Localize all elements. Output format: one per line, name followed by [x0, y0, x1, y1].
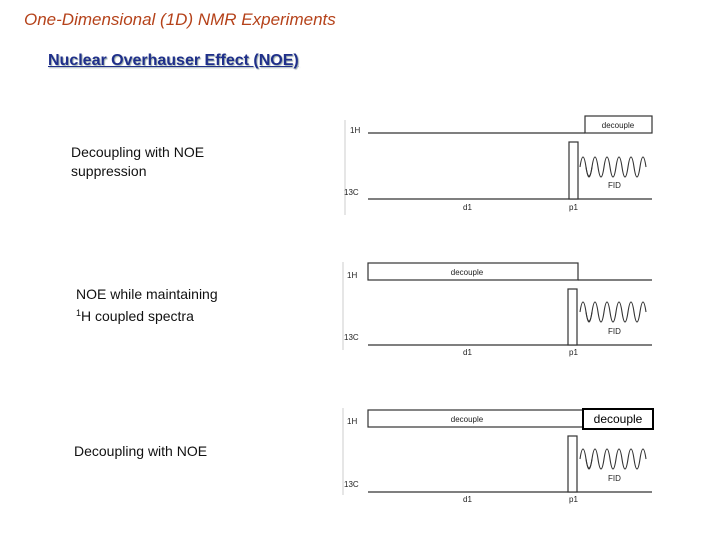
pulse-p1 [568, 289, 577, 345]
fid-signal [580, 302, 646, 322]
decouple-label: decouple [450, 415, 484, 424]
fid-signal [580, 157, 646, 177]
d1-label: d1 [463, 203, 472, 212]
pulse-sequence-1 [344, 116, 652, 215]
decouple-label: decouple [601, 121, 635, 130]
pulse-sequence-2 [343, 262, 652, 357]
c-channel-label: 13C [344, 333, 359, 342]
c-channel-label: 13C [344, 188, 359, 197]
p1-label: p1 [569, 203, 578, 212]
fid-label: FID [608, 181, 621, 190]
p1-label: p1 [569, 348, 578, 357]
d1-label: d1 [463, 495, 472, 504]
c-channel-label: 13C [344, 480, 359, 489]
fid-label: FID [608, 474, 621, 483]
decouple-callout: decouple [582, 408, 654, 430]
pulse-p1 [569, 142, 578, 199]
p1-label: p1 [569, 495, 578, 504]
pulse-p1 [568, 436, 577, 492]
experiment-1-label: Decoupling with NOE suppression [71, 144, 205, 179]
fid-signal [580, 449, 646, 469]
h-channel-label: 1H [347, 417, 358, 426]
experiment-2-label: NOE while maintaining $^1$H coupled spectra [76, 286, 218, 324]
h-channel-label: 1H [347, 271, 358, 280]
h-channel-label: 1H [350, 126, 361, 135]
section-subtitle: Nuclear Overhauser Effect (NOE) [48, 52, 299, 69]
page-title: One-Dimensional (1D) NMR Experiments [24, 10, 336, 29]
d1-label: d1 [463, 348, 472, 357]
experiment-3-label: Decoupling with NOE [74, 443, 208, 459]
fid-label: FID [608, 327, 621, 336]
decouple-label: decouple [450, 268, 484, 277]
